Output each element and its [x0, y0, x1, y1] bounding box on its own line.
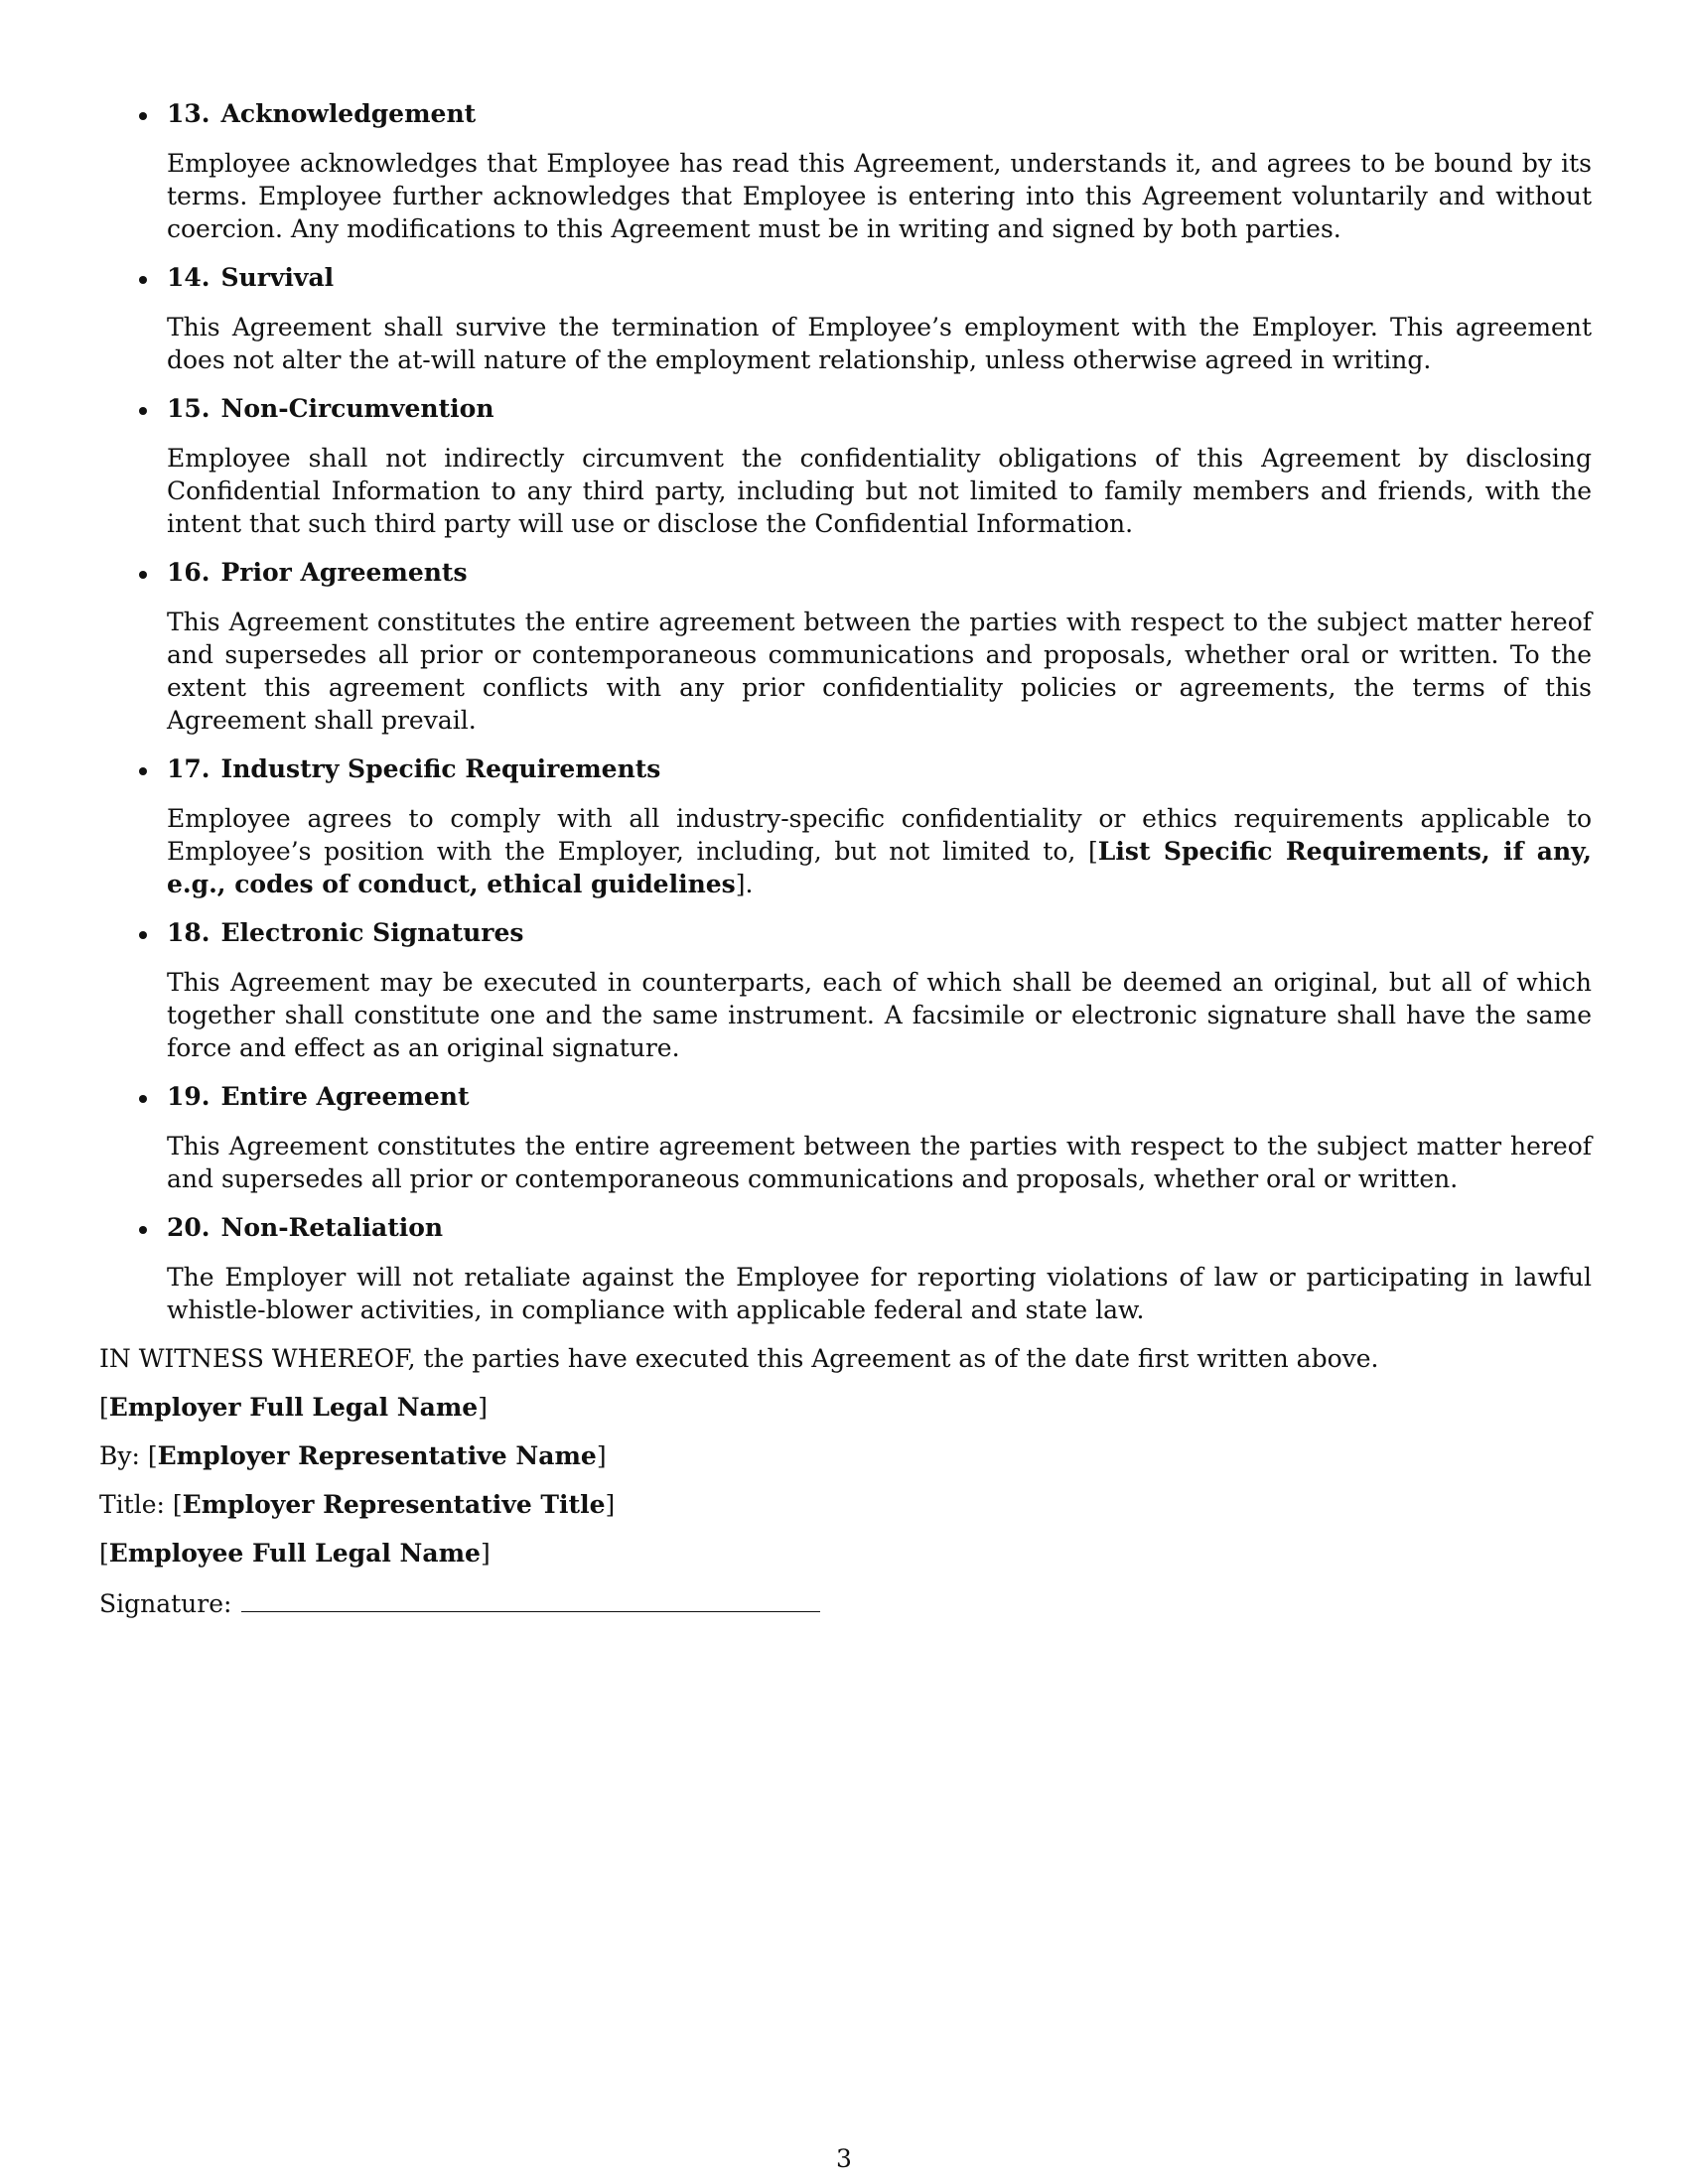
section-item	[99, 261, 1592, 376]
section-title: Entire Agreement	[220, 1082, 470, 1111]
section-heading	[167, 556, 1592, 589]
section-number: 15.	[167, 394, 211, 423]
employer-name-line: [Employer Full Legal Name]	[99, 1393, 488, 1422]
section-body: Employee shall not indirectly circumvent the confidentiality obligations of this Agreement by disclosing Confidential Information to any third party, including but not limited to family members and friends, with the intent that such third party will use or disclose the Confidential Information.	[167, 444, 1592, 538]
document-page	[99, 97, 1592, 1636]
witness-clause: IN WITNESS WHEREOF, the parties have executed this Agreement as of the date first written above.	[99, 1344, 1379, 1373]
placeholder-requirements: List Specific Requirements, if any, e.g., codes of conduct, ethical guidelines	[167, 837, 1593, 898]
title-label: Title:	[99, 1490, 165, 1519]
section-title: Non-Circumvention	[220, 394, 494, 423]
section-body-text-end: ].	[735, 870, 754, 898]
section-heading	[167, 97, 1592, 130]
section-heading	[167, 1080, 1592, 1113]
employee-name-placeholder: Employee Full Legal Name	[108, 1539, 481, 1568]
section-body-text: Employee agrees to comply with all industry-specific confidentiality or ethics requirements applicable to Employee’s position with the Employer, including, but not limited to, [	[167, 804, 1592, 866]
section-item	[99, 97, 1592, 245]
signature-line	[99, 1585, 1592, 1620]
section-body: Employee acknowledges that Employee has read this Agreement, understands it, and agrees to be bound by its terms. Employee further acknowledges that Employee is entering into this Agreement voluntarily and without coercion. Any modifications to this Agreement must be in writing and signed by both parties.	[167, 149, 1592, 243]
section-number: 14.	[167, 263, 211, 292]
section-item	[99, 916, 1592, 1064]
section-title: Electronic Signatures	[220, 918, 524, 947]
section-heading	[167, 261, 1592, 294]
signature-blank[interactable]	[241, 1585, 820, 1612]
section-number: 17.	[167, 754, 211, 783]
section-body: This Agreement constitutes the entire agreement between the parties with respect to the subject matter hereof and supersedes all prior or contemporaneous communications and proposals, whether oral or written.	[167, 1132, 1592, 1193]
section-title: Acknowledgement	[220, 99, 477, 128]
representative-title-placeholder: Employer Representative Title	[182, 1490, 606, 1519]
section-body: This Agreement may be executed in counterparts, each of which shall be deemed an original, but all of which together shall constitute one and the same instrument. A facsimile or electronic signature shall have the same force and effect as an original signature.	[167, 968, 1592, 1062]
section-body: This Agreement shall survive the termination of Employee’s employment with the Employer. This agreement does not alter the at-will nature of the employment relationship, unless otherwise agreed in writing.	[167, 313, 1592, 374]
section-heading	[167, 1211, 1592, 1244]
section-title: Non-Retaliation	[220, 1213, 444, 1242]
section-number: 19.	[167, 1082, 211, 1111]
section-list	[99, 97, 1592, 1326]
representative-name-placeholder: Employer Representative Name	[157, 1441, 597, 1470]
section-item	[99, 1211, 1592, 1326]
section-item	[99, 556, 1592, 737]
section-title: Survival	[220, 263, 335, 292]
section-number: 16.	[167, 558, 211, 587]
section-title: Prior Agreements	[220, 558, 468, 587]
employer-name-placeholder: Employer Full Legal Name	[108, 1393, 479, 1422]
section-item	[99, 752, 1592, 900]
section-heading	[167, 752, 1592, 785]
section-number: 13.	[167, 99, 211, 128]
section-item	[99, 392, 1592, 540]
page-number: 3	[836, 2144, 852, 2173]
signature-label: Signature:	[99, 1589, 232, 1618]
section-body: The Employer will not retaliate against the Employee for reporting violations of law or participating in lawful whistle-blower activities, in compliance with applicable federal and state law.	[167, 1263, 1592, 1324]
section-heading	[167, 392, 1592, 425]
by-label: By:	[99, 1441, 140, 1470]
representative-name-line: By: [Employer Representative Name]	[99, 1441, 607, 1470]
section-item	[99, 1080, 1592, 1195]
representative-title-line: Title: [Employer Representative Title]	[99, 1490, 616, 1519]
section-heading	[167, 916, 1592, 949]
section-number: 20.	[167, 1213, 211, 1242]
section-title: Industry Specific Requirements	[220, 754, 661, 783]
section-body	[167, 802, 1592, 900]
section-number: 18.	[167, 918, 211, 947]
section-body: This Agreement constitutes the entire agreement between the parties with respect to the subject matter hereof and supersedes all prior or contemporaneous communications and proposals, whether oral or written. To the extent this agreement conflicts with any prior confidentiality policies or agreements, the terms of this Agreement shall prevail.	[167, 608, 1592, 735]
employee-name-line: [Employee Full Legal Name]	[99, 1539, 491, 1568]
